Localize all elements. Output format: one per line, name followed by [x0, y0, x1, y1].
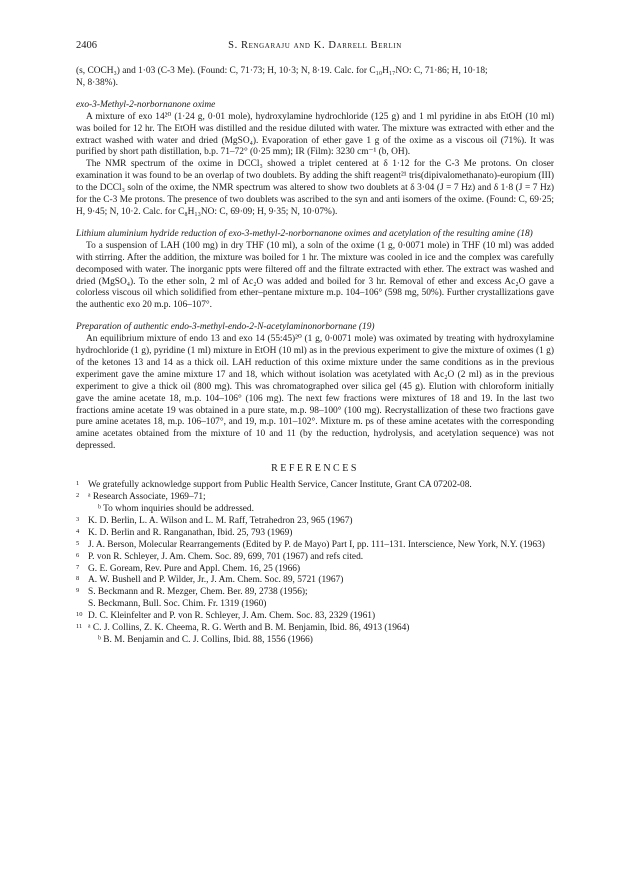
paragraph: The NMR spectrum of the oxime in DCCl₃ showed a triplet centered at δ 1·12 for the C-3 Me protons. On closer examination it was found to be an overlap of two doublets. By adding the shift reagent²¹ tris(dipivalomethanato)-europium (III) to the DCCl₃ soln of the oxime, the NMR spectrum was altered to show two doublets at δ 3·04 (J = 7 Hz) and δ 1·8 (J = 7 Hz) for the C-3 Me protons. The presence of two doublets was ascribed to the syn and anti isomers of the oxime. (Found: C, 69·25; H, 9·45; N, 10·2. Calc. for C₈H₁₃NO: C, 69·09; H, 9·35; N, 10·07%).: [76, 159, 554, 217]
reference-number: 5: [76, 539, 80, 547]
references-list: [76, 480, 554, 647]
reference-text: P. von R. Schleyer, J. Am. Chem. Soc. 89, 699, 701 (1967) and refs cited.: [88, 551, 364, 562]
reference-text: D. C. Kleinfelter and P. von R. Schleyer, J. Am. Chem. Soc. 83, 2329 (1961): [88, 611, 376, 622]
reference-item: [76, 480, 554, 492]
reference-text: We gratefully acknowledge support from Public Health Service, Cancer Institute, Grant CA 07202-08.: [88, 480, 472, 491]
reference-item: [76, 492, 554, 516]
reference-text: G. E. Goream, Rev. Pure and Appl. Chem. 16, 25 (1966): [88, 563, 301, 574]
section-title: exo-3-Methyl-2-norbornanone oxime: [76, 99, 216, 110]
intro-line: N, 8·38%).: [76, 77, 118, 88]
reference-number: 6: [76, 551, 80, 559]
reference-number: 2: [76, 492, 80, 500]
running-head: S. Rengaraju and K. Darrell Berlin: [228, 40, 402, 51]
section-oxime: [76, 100, 554, 219]
reference-item: [76, 516, 554, 528]
reference-item: [76, 528, 554, 540]
reference-text: ᵇ B. M. Benjamin and C. J. Collins, Ibid. 88, 1556 (1966): [98, 634, 313, 645]
reference-item: [76, 587, 554, 611]
reference-item: [76, 575, 554, 587]
reference-text: ᵃ Research Associate, 1969–71;: [88, 492, 206, 503]
reference-number: 9: [76, 587, 80, 595]
reference-text: S. Beckmann, Bull. Soc. Chim. Fr. 1319 (1960): [88, 599, 267, 610]
intro-line: (s, COCH₃) and 1·03 (C-3 Me). (Found: C, 71·73; H, 10·3; N, 8·19. Calc. for C₁₀H₁₇NO: C, 71·86; H, 10·18;: [76, 66, 488, 76]
reference-text: J. A. Berson, Molecular Rearrangements (Edited by P. de Mayo) Part I, pp. 111–131. Interscience, New York, N.Y. (1963): [88, 539, 545, 550]
page-number: 2406: [76, 40, 97, 51]
reference-item: [76, 564, 554, 576]
reference-item: [76, 623, 554, 647]
paragraph: A mixture of exo 14²⁰ (1·24 g, 0·01 mole), hydroxylamine hydrochloride (125 g) and 1 ml pyridine in abs EtOH (10 ml) was boiled for 12 hr. The EtOH was distilled and the residue diluted with water. The mixture was extracted with ether and the extract washed with water and dried (MgSO₄). Evaporation of ether gave 1 g of the oxime as a viscous oil (71%). It was purified by short path distillation, b.p. 71–72° (0·25 mm); IR (Film): 3230 cm⁻¹ (b, OH).: [76, 111, 554, 158]
references-heading: REFERENCES: [271, 463, 359, 475]
section-lah-reduction: [76, 229, 554, 312]
reference-text: K. D. Berlin, L. A. Wilson and L. M. Raff, Tetrahedron 23, 965 (1967): [88, 515, 353, 526]
reference-number: 3: [76, 515, 80, 523]
reference-item: [76, 540, 554, 552]
reference-text: K. D. Berlin and R. Ranganathan, Ibid. 25, 793 (1969): [88, 527, 293, 538]
reference-number: 10: [76, 611, 83, 619]
paragraph: An equilibrium mixture of endo 13 and exo 14 (55:45)²⁰ (1 g, 0·0071 mole) was oximated by treating with hydroxylamine hydrochloride (1 g), pyridine (1 ml) mixture in EtOH (10 ml) as in the previous experiment to give the mixture of oximes (1 g) of the ketones 13 and 14 as a thick oil. LAH reduction of this oxime mixture under the same conditions as in the previous experiment gave the amine mixture 17 and 18, which without isolation was acetylated with Ac₂O (2 ml) as in the previous experiment to give a thick oil (800 mg). This was chromatographed over silica gel (45 g). Elution with chloroform initially gave the amine acetate 18, m.p. 104–106° (106 mg). The next few fractions were mixtures of 18 and 19. In the last two fractions amine acetate 19 was obtained in a pure state, m.p. 98–100° (100 mg). Recrystallization of these two fractions gave pure amine acetates 18, m.p. 106–107°, and 19, m.p. 101–102°. Mixture m. ps of these amine acetates with the corresponding amine acetates obtained from the mixture of 10 and 11 (by the reduction, hydrolysis, and acetylation sequence) was not depressed.: [76, 334, 554, 452]
reference-text: S. Beckmann and R. Mezger, Chem. Ber. 89, 2738 (1956);: [88, 587, 308, 598]
paragraph: To a suspension of LAH (100 mg) in dry THF (10 ml), a soln of the oxime (1 g, 0·0071 mole) in THF (10 ml) was added with stirring. After the addition, the mixture was boiled for 1 hr. The mixture was cooled in ice and the complex was carefully decomposed with water. The inorganic ppts were filtered off and the filtrate extracted with ether. The extract was washed and dried (MgSO₄). To the ether soln, 2 ml of Ac₂O was added and boiled for 3 hr. Removal of ether and excess Ac₂O gave a colorless viscous oil which solidified from ether–pentane mixture m.p. 104–106° (598 mg, 50%). Further crystallizations gave the authentic exo 20 m.p. 106–107°.: [76, 240, 554, 311]
reference-text: A. W. Bushell and P. Wilder, Jr., J. Am. Chem. Soc. 89, 5721 (1967): [88, 575, 344, 586]
reference-item: [76, 552, 554, 564]
page-header: [76, 40, 554, 56]
reference-number: 1: [76, 480, 80, 488]
intro-text: [76, 66, 554, 90]
reference-number: 7: [76, 563, 80, 571]
reference-text: ᵃ C. J. Collins, Z. K. Cheema, R. G. Werth and B. M. Benjamin, Ibid. 86, 4913 (1964): [88, 623, 410, 634]
reference-number: 11: [76, 623, 83, 631]
section-title: Preparation of authentic endo-3-methyl-endo-2-N-acetylaminonorbornane (19): [76, 322, 375, 333]
reference-number: 8: [76, 575, 80, 583]
reference-number: 4: [76, 527, 80, 535]
section-title: Lithium aluminium hydride reduction of exo-3-methyl-2-norbornanone oximes and acetylation of the resulting amine (18): [76, 228, 533, 239]
reference-text: ᵇ To whom inquiries should be addressed.: [98, 504, 254, 514]
document-page: [76, 40, 554, 647]
reference-item: [76, 611, 554, 623]
section-preparation: [76, 322, 554, 453]
